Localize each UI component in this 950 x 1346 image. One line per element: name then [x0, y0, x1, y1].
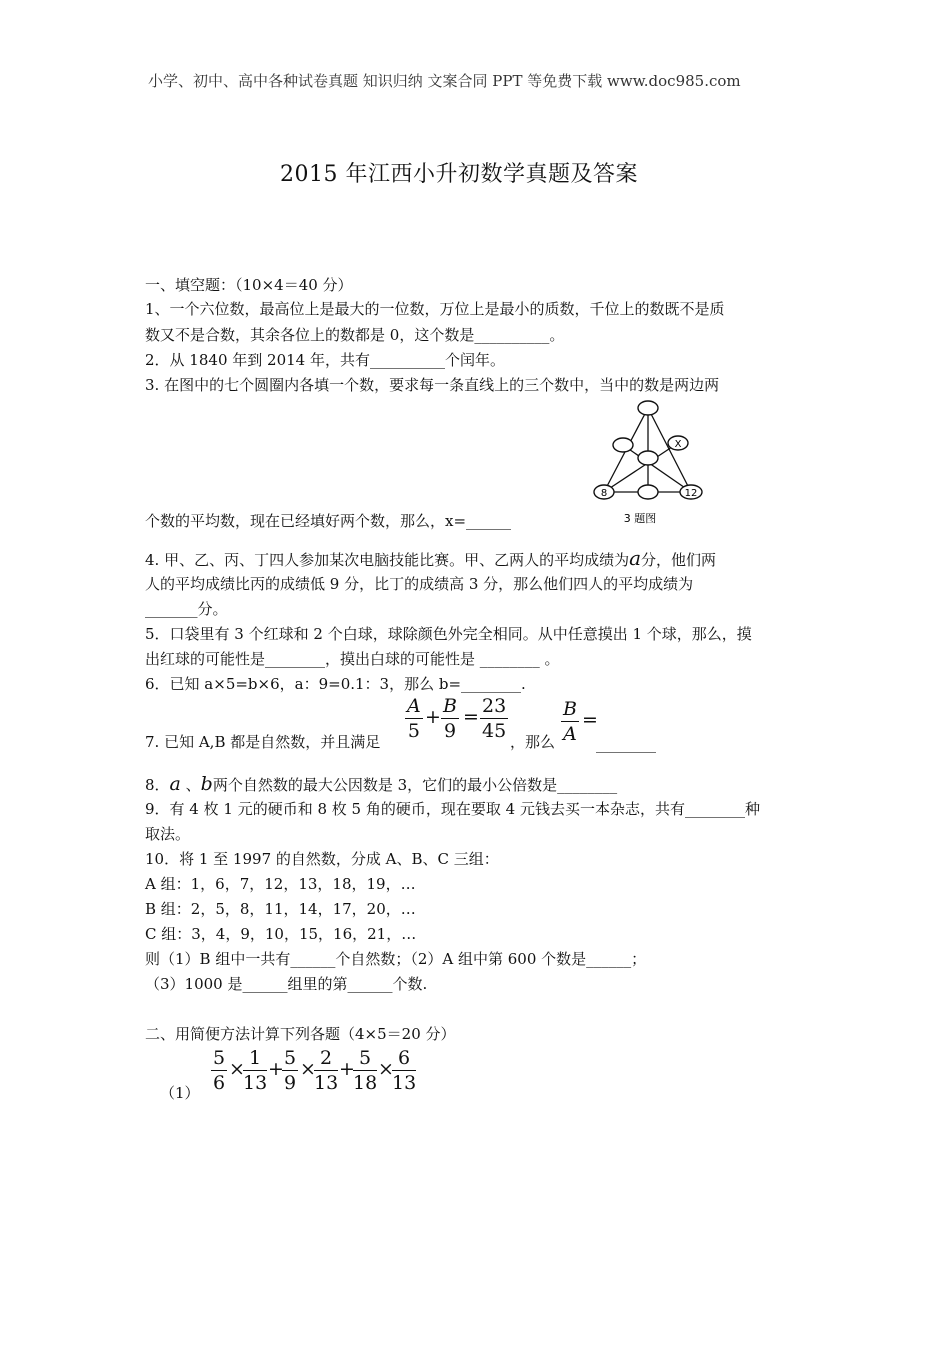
- question-9-line1: 9．有 4 枚 1 元的硬币和 8 枚 5 角的硬币，现在要取 4 元钱去买一本杂志，共有________种: [145, 800, 760, 818]
- q8-sep: 、: [180, 776, 201, 794]
- q4-text-b: 分，他们两: [641, 551, 717, 569]
- p1-frac-3-den: 9: [284, 1072, 297, 1094]
- p1-frac-4: [314, 1046, 338, 1095]
- q10-group-a: A 组：1，6，7，12，13，18，19，…: [145, 875, 416, 893]
- question-1-line2: 数又不是合数，其余各位上的数都是 0，这个数是__________。: [145, 326, 565, 344]
- question-5-line1: 5．口袋里有 3 个红球和 2 个白球，球除颜色外完全相同。从中任意摸出 1 个球，那么，摸: [145, 625, 752, 643]
- q7-fraction-c: [480, 694, 508, 743]
- circle-top: [638, 401, 658, 415]
- figure-caption: 3 题图: [623, 512, 657, 525]
- q7-frac-ba-num: B: [563, 698, 577, 720]
- question-1-line1: 1、一个六位数，最高位上是最大的一位数，万位上是最小的质数，千位上的数既不是质: [145, 300, 725, 318]
- question-2: 2．从 1840 年到 2014 年，共有__________个闰年。: [145, 351, 505, 369]
- question-4-line3: _______分。: [145, 600, 228, 618]
- q7-fraction-a: [405, 694, 423, 743]
- q7-frac-b-den: 9: [443, 720, 457, 742]
- q7-frac-b-num: B: [443, 695, 457, 717]
- circle-center: [638, 451, 658, 465]
- p1-frac-4-den: 13: [314, 1072, 339, 1094]
- question-3-figure: [588, 395, 713, 530]
- q4-var-a: a: [629, 546, 642, 570]
- label-8: 8: [600, 488, 608, 499]
- q7-frac-c-num: 23: [482, 695, 507, 717]
- question-3-line1: 3. 在图中的七个圆圈内各填一个数，要求每一条直线上的三个数中，当中的数是两边两: [145, 376, 720, 394]
- label-12: 12: [684, 488, 698, 499]
- p1-frac-2: [243, 1046, 267, 1095]
- p1-times-3: ×: [378, 1058, 394, 1080]
- p1-frac-2-num: 1: [243, 1046, 267, 1071]
- q4-text-a: 4. 甲、乙、丙、丁四人参加某次电脑技能比赛。甲、乙两人的平均成绩为: [145, 551, 630, 569]
- question-8: [145, 774, 617, 795]
- q7-frac-c-den: 45: [482, 720, 507, 742]
- question-5-line2: 出红球的可能性是________，摸出白球的可能性是 ________ 。: [145, 650, 560, 668]
- question-9-line2: 取法。: [145, 825, 191, 843]
- section2-heading: 二、用简便方法计算下列各题（4×5＝20 分）: [145, 1025, 456, 1043]
- question-3-line2: 个数的平均数，现在已经填好两个数，那么，x=______: [145, 512, 512, 530]
- section1-heading: 一、填空题：（10×4＝40 分）: [145, 276, 353, 294]
- p1-plus-2: +: [339, 1058, 355, 1080]
- p1-plus-1: +: [268, 1058, 284, 1080]
- p1-frac-5-num: 5: [353, 1046, 377, 1071]
- q7-frac-a-num: A: [407, 695, 421, 717]
- question-6: 6．已知 a×5=b×6，a：9=0.1：3，那么 b=________.: [145, 675, 526, 693]
- fig-line-diag1: [604, 443, 678, 492]
- p1-frac-5: [353, 1046, 377, 1095]
- p1-frac-5-den: 18: [353, 1072, 378, 1094]
- q7-equals-2: =: [582, 709, 598, 731]
- p1-frac-2-den: 13: [243, 1072, 268, 1094]
- p1-frac-6-den: 13: [392, 1072, 417, 1094]
- question-10-line1: 10．将 1 至 1997 的自然数，分成 A、B、C 三组：: [145, 850, 499, 868]
- circle-mid-left: [613, 438, 633, 452]
- q7-fraction-ba: [561, 697, 579, 746]
- circle-bottom-mid: [638, 485, 658, 499]
- page-header: 小学、初中、高中各种试卷真题 知识归纳 文案合同 PPT 等免费下载 www.doc985.com: [148, 72, 741, 90]
- q8-number: 8．: [145, 776, 170, 794]
- p1-frac-3-num: 5: [284, 1047, 297, 1069]
- q8-var-b: b: [200, 773, 213, 795]
- p1-times-1: ×: [229, 1058, 245, 1080]
- q7-frac-a-den: 5: [407, 720, 420, 742]
- p1-times-2: ×: [300, 1058, 316, 1080]
- problem-1-label: （1）: [160, 1084, 200, 1102]
- p1-frac-1-num: 5: [213, 1047, 226, 1069]
- fig-line-diag2: [623, 445, 691, 492]
- q10-group-c: C 组：3，4，9，10，15，16，21，…: [145, 925, 417, 943]
- q7-frac-ba-den: A: [563, 723, 577, 745]
- p1-frac-1-den: 6: [213, 1072, 226, 1094]
- q10-ask-2: （3）1000 是______组里的第______个数.: [145, 975, 428, 993]
- question-4-line2: 人的平均成绩比丙的成绩低 9 分，比丁的成绩高 3 分，那么他们四人的平均成绩为: [145, 575, 694, 593]
- p1-frac-6: [392, 1046, 416, 1095]
- p1-frac-6-num: 6: [392, 1046, 416, 1071]
- q8-var-a: a: [169, 773, 181, 795]
- fig-line-right: [648, 408, 691, 492]
- q7-fraction-b: [441, 694, 459, 743]
- q10-group-b: B 组：2，5，8，11，14，17，20，…: [145, 900, 416, 918]
- q7-then: ，那么: [510, 733, 556, 751]
- q8-rest: 两个自然数的最大公因数是 3，它们的最小公倍数是________: [212, 776, 618, 794]
- question-7-text: 7. 已知 A,B 都是自然数，并且满足: [145, 733, 381, 751]
- q7-plus: +: [425, 706, 441, 728]
- label-x: X: [674, 439, 682, 450]
- q7-blank: ________: [596, 735, 656, 753]
- q7-equals: =: [463, 706, 479, 728]
- page-title: 2015 年江西小升初数学真题及答案: [280, 162, 638, 187]
- question-4-line1: [145, 548, 716, 570]
- p1-frac-1: [211, 1046, 227, 1095]
- p1-frac-3: [282, 1046, 298, 1095]
- p1-frac-4-num: 2: [314, 1046, 338, 1071]
- q10-ask-1: 则（1）B 组中一共有______个自然数；（2）A 组中第 600 个数是______；: [145, 950, 647, 968]
